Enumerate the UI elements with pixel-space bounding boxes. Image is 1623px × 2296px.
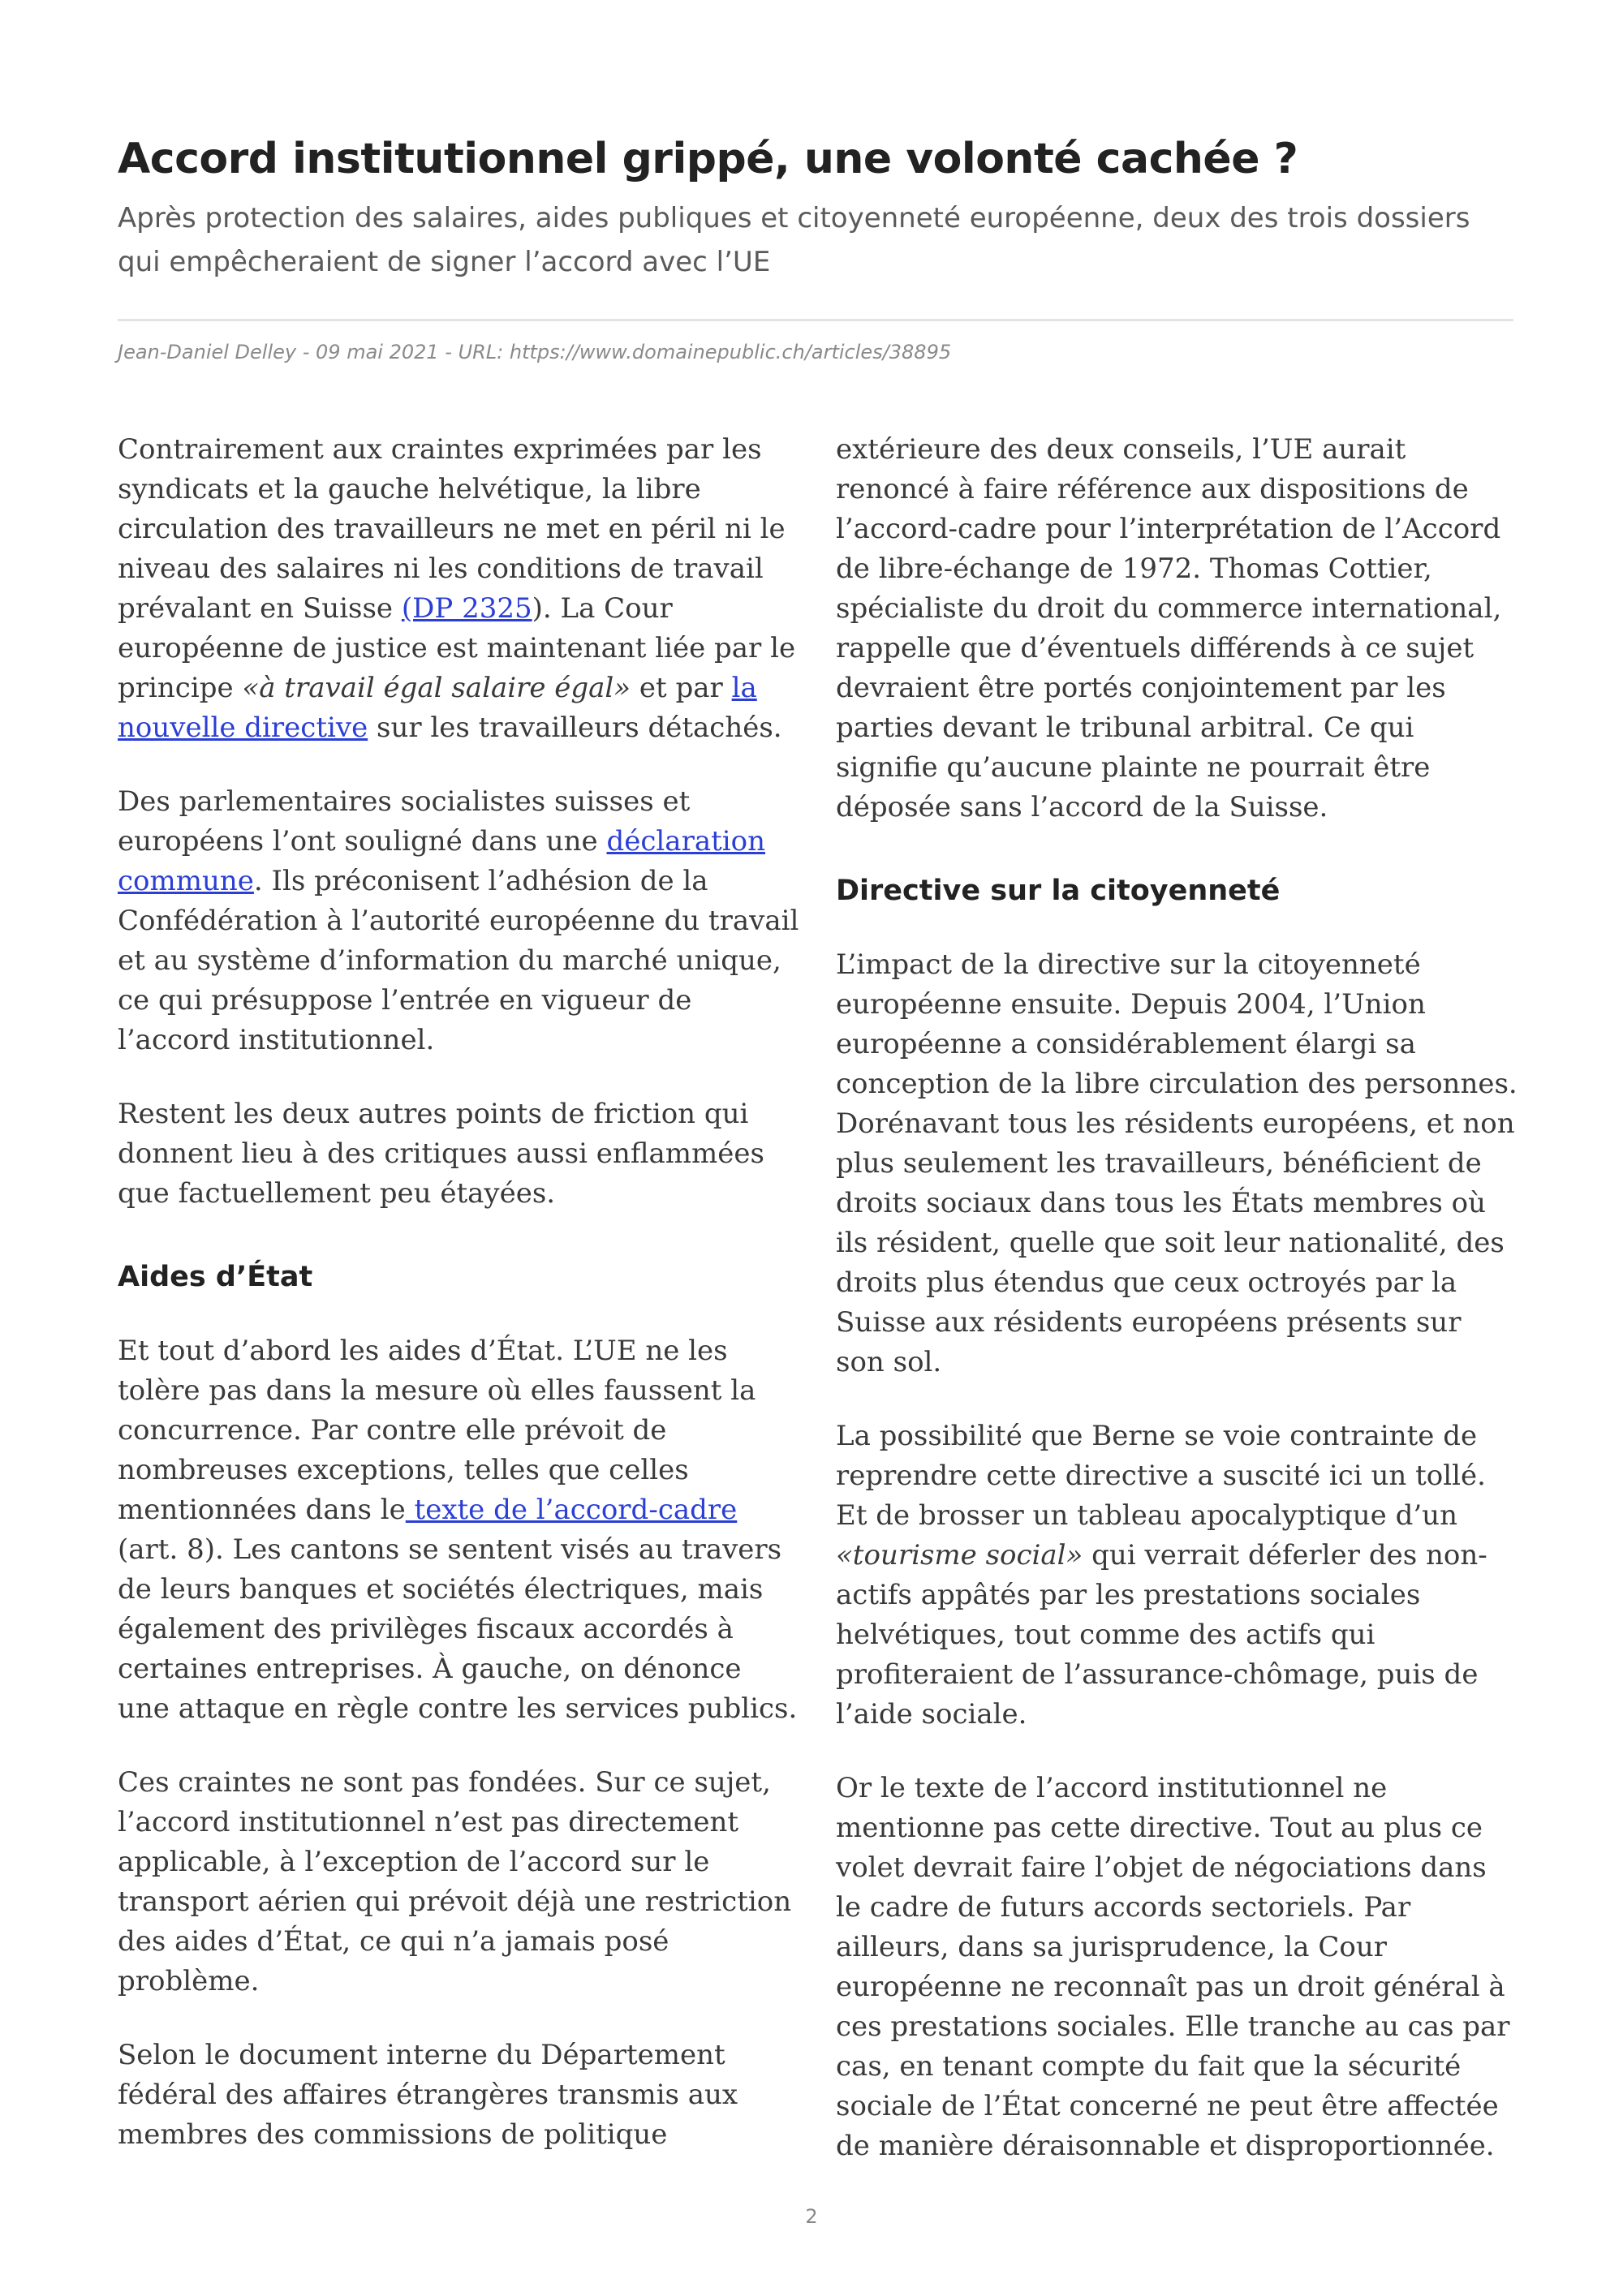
paragraph (118, 430, 799, 748)
text-run: ). La Cour européenne de justice est maintenant liée par le principe (118, 592, 796, 704)
article-header (118, 130, 1513, 284)
page-number: 2 (805, 2205, 818, 2228)
text-run: sur les travailleurs détachés. (368, 712, 782, 744)
text-run: et par (631, 672, 732, 704)
article-byline: Jean-Daniel Delley - 09 mai 2021 - URL: https://www.domainepublic.ch/articles/38895 (118, 341, 952, 363)
text-run: Contrairement aux craintes exprimées par les syndicats et la gauche helvétique, la libre circulation des travailleurs ne met en péril ni le niveau des salaires ni les conditions de travail prévalant en Suisse (118, 433, 786, 625)
link-texte-accord-cadre[interactable]: texte de l’accord-cadre (405, 1494, 738, 1526)
paragraph (836, 1417, 1518, 1735)
paragraph: Or le texte de l’accord institutionnel ne mentionne pas cette directive. Tout au plus ce volet devrait faire l’objet de négociations dans le cadre de futurs accords sectoriels. Par ailleurs, dans sa jurisprudence, la Cour européenne ne reconnaît pas un droit général à ces prestations sociales. Elle tranche au cas par cas, en tenant compte du fait que la sécurité sociale de l’État concerné ne peut être affectée de manière déraisonnable et disproportionnée. (836, 1772, 1510, 2162)
text-run: . Ils préconisent l’adhésion de la Confédération à l’autorité européenne du travail et au système d’information du marché unique, ce qui présuppose l’entrée en vigueur de l’accord institutionnel. (118, 865, 799, 1056)
text-run: Des parlementaires socialistes suisses et européens l’ont souligné dans une (118, 785, 691, 858)
paragraph (118, 782, 799, 1060)
text-run: La possibilité que Berne se voie contrainte de reprendre cette directive a suscité ici un tollé. Et de brosser un tableau apocalyptique d’un (836, 1420, 1486, 1532)
paragraph: extérieure des deux conseils, l’UE aurait renoncé à faire référence aux dispositions de l’accord-cadre pour l’interprétation de l’Accord de libre-échange de 1972. Thomas Cottier, spécialiste du droit du commerce international, rappelle que d’éventuels différends à ce sujet devraient être portés conjointement par les parties devant le tribunal arbitral. Ce qui signifie qu’aucune plainte ne pourrait être déposée sans l’accord de la Suisse. (836, 433, 1502, 823)
text-run: qui verrait déferler des non-actifs appâtés par les prestations sociales helvétiques, tout comme des actifs qui profiteraient de l’assurance-chômage, puis de l’aide sociale. (836, 1539, 1487, 1731)
text-run: Et tout d’abord les aides d’État. L’UE ne les tolère pas dans la mesure où elles faussent la concurrence. Par contre elle prévoit de nombreuses exceptions, telles que celles mentionnées dans le (118, 1335, 756, 1526)
paragraph: Ces craintes ne sont pas fondées. Sur ce sujet, l’accord institutionnel n’est pas directement applicable, à l’exception de l’accord sur le transport aérien qui prévoit déjà une restriction des aides d’État, ce qui n’a jamais posé problème. (118, 1766, 792, 1997)
right-column (836, 430, 1518, 2200)
section-heading-citoyennete: Directive sur la citoyenneté (836, 875, 1281, 907)
header-divider (118, 319, 1513, 321)
quote-text: «à travail égal salaire égal» (242, 672, 631, 704)
link-dp-2325[interactable]: (DP 2325 (401, 592, 532, 625)
left-column (118, 430, 799, 2189)
paragraph: L’impact de la directive sur la citoyenneté européenne ensuite. Depuis 2004, l’Union européenne a considérablement élargi sa conception de la libre circulation des personnes. Dorénavant tous les résidents européens, et non plus seulement les travailleurs, bénéficient de droits sociaux dans tous les États membres où ils résident, quelle que soit leur nationalité, des droits plus étendus que ceux octroyés par la Suisse aux résidents européens présents sur son sol. (836, 948, 1518, 1378)
quote-text: «tourisme social» (836, 1539, 1083, 1572)
paragraph: Restent les deux autres points de friction qui donnent lieu à des critiques aussi enflammées que factuellement peu étayées. (118, 1098, 764, 1210)
text-run: (art. 8). Les cantons se sentent visés au travers de leurs banques et sociétés électriques, mais également des privilèges fiscaux accordés à certaines entreprises. À gauche, on dénonce une attaque en règle contre les services publics. (118, 1533, 798, 1725)
article-title: Accord institutionnel grippé, une volonté cachée ? (118, 135, 1298, 183)
article-subtitle: Après protection des salaires, aides publiques et citoyenneté européenne, deux des trois dossiers qui empêcheraient de signer l’accord avec l’UE (118, 202, 1470, 278)
link-declaration-commune[interactable]: déclaration commune (118, 825, 765, 897)
paragraph (118, 1331, 799, 1729)
paragraph: Selon le document interne du Département fédéral des affaires étrangères transmis aux membres des commissions de politique (118, 2039, 738, 2151)
link-nouvelle-directive[interactable]: la nouvelle directive (118, 672, 757, 744)
section-heading-aides: Aides d’État (118, 1261, 313, 1293)
